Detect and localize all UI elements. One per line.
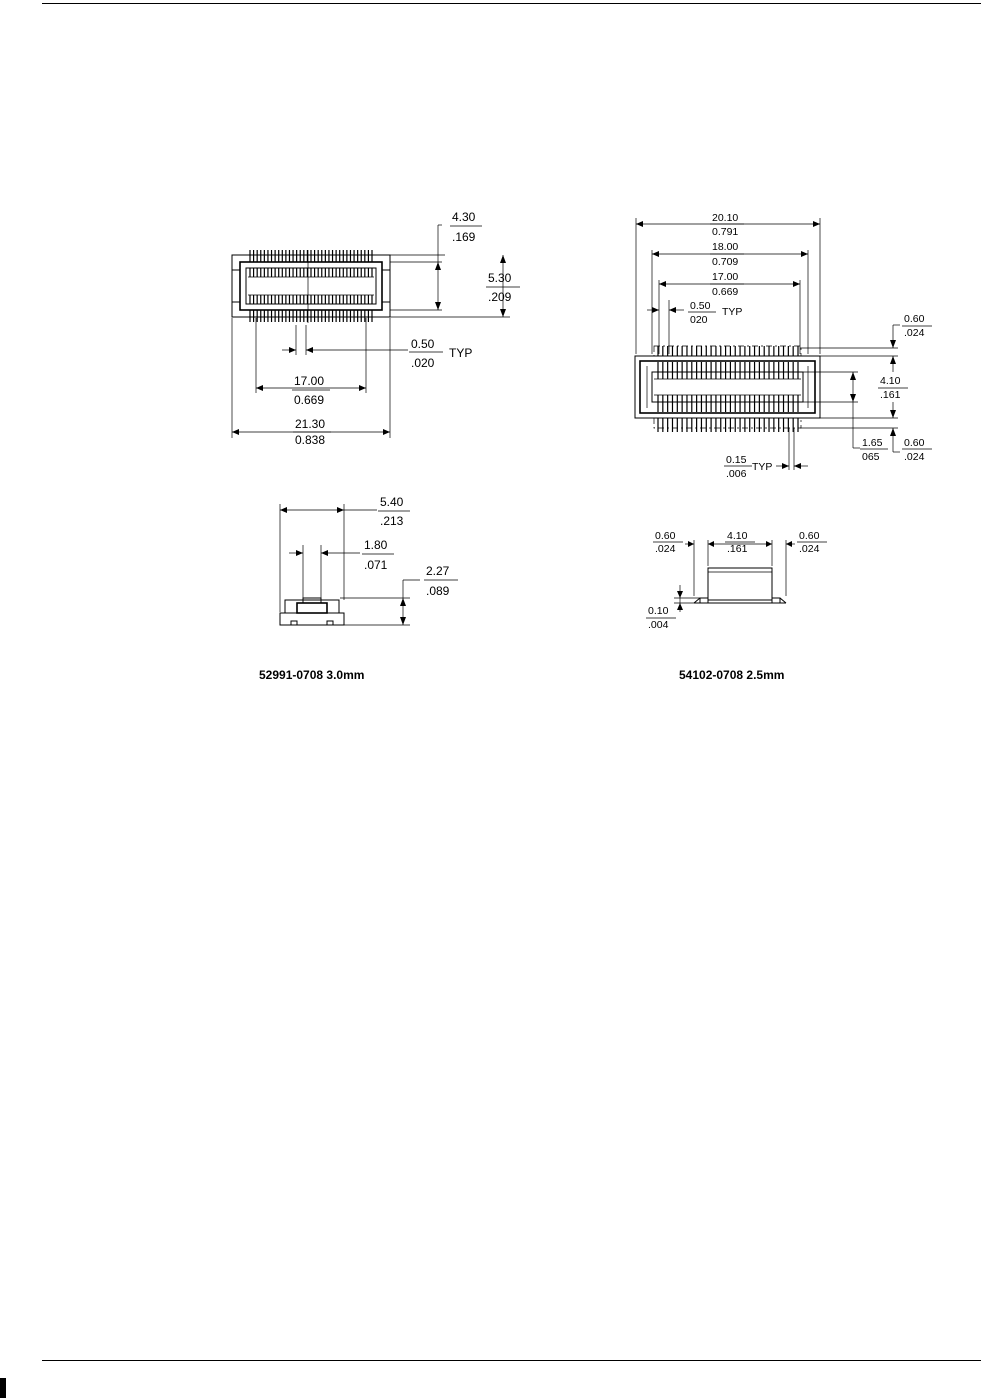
- dim-0-15-mm: 0.15: [726, 454, 747, 466]
- footer-rule: [42, 1360, 981, 1361]
- dim-1-65-in: 065: [862, 451, 880, 463]
- dim-4-30-mm: 4.30: [452, 210, 476, 224]
- dim-pitchr-mm: 0.50: [690, 300, 711, 312]
- dim-pitch-note: TYP: [449, 346, 473, 360]
- dim-0-60a-in: .024: [904, 327, 925, 339]
- dim-20-10-mm: 20.10: [712, 212, 739, 224]
- dim-21-30-mm: 21.30: [295, 417, 326, 431]
- dim-17-00-mm: 17.00: [294, 374, 325, 388]
- left-top-pins: [250, 250, 372, 322]
- dim-0-60d-in: .024: [799, 543, 820, 555]
- dim-0-60c-mm: 0.60: [655, 530, 676, 542]
- dim-0-15-note: TYP: [752, 461, 773, 473]
- dim-5-40-mm: 5.40: [380, 495, 404, 509]
- dim-pitchr-note: TYP: [722, 306, 743, 318]
- left-side-view: [280, 598, 344, 625]
- dim-5-30-in: .209: [488, 290, 512, 304]
- dim-4-10s-in: .161: [727, 543, 748, 555]
- dim-4-10-in: .161: [880, 389, 901, 401]
- dim-0-60b-in: .024: [904, 451, 925, 463]
- dim-0-10-mm: 0.10: [648, 605, 669, 617]
- dim-4-10-mm: 4.10: [880, 375, 901, 387]
- dim-0-60d-mm: 0.60: [799, 530, 820, 542]
- right-plan-view: [635, 346, 820, 432]
- dim-0-60c-in: .024: [655, 543, 676, 555]
- dim-0-15-in: .006: [726, 468, 747, 480]
- right-side-view: [694, 568, 786, 603]
- dim-pitch-mm: 0.50: [411, 337, 435, 351]
- dim-18-00-in: 0.709: [712, 256, 739, 268]
- dim-17-00-in: 0.669: [294, 393, 325, 407]
- dim-2-27-mm: 2.27: [426, 564, 450, 578]
- dim-4-10s-mm: 4.10: [727, 530, 748, 542]
- dim-0-60b-mm: 0.60: [904, 437, 925, 449]
- dim-18-00-mm: 18.00: [712, 241, 739, 253]
- right-caption: 54102-0708 2.5mm: [679, 668, 785, 682]
- left-caption: 52991-0708 3.0mm: [259, 668, 365, 682]
- right-top-pins: [658, 346, 798, 432]
- dim-5-40-in: .213: [380, 514, 404, 528]
- dim-21-30-in: 0.838: [295, 433, 326, 447]
- dim-0-60a-mm: 0.60: [904, 313, 925, 325]
- left-plan-view: [232, 250, 390, 323]
- page-corner-mark: [0, 1378, 6, 1398]
- dim-17-00r-in: 0.669: [712, 286, 739, 298]
- dim-5-30-mm: 5.30: [488, 271, 512, 285]
- dim-1-80-in: .071: [364, 558, 388, 572]
- dim-17-00r-mm: 17.00: [712, 271, 739, 283]
- dim-0-10-in: .004: [648, 619, 669, 631]
- dim-1-65-mm: 1.65: [862, 437, 883, 449]
- dim-4-30-in: .169: [452, 230, 476, 244]
- dim-pitch-in: .020: [411, 356, 435, 370]
- dim-20-10-in: 0.791: [712, 226, 739, 238]
- dim-2-27-in: .089: [426, 584, 450, 598]
- dim-1-80-mm: 1.80: [364, 538, 388, 552]
- dim-pitchr-in: 020: [690, 314, 708, 326]
